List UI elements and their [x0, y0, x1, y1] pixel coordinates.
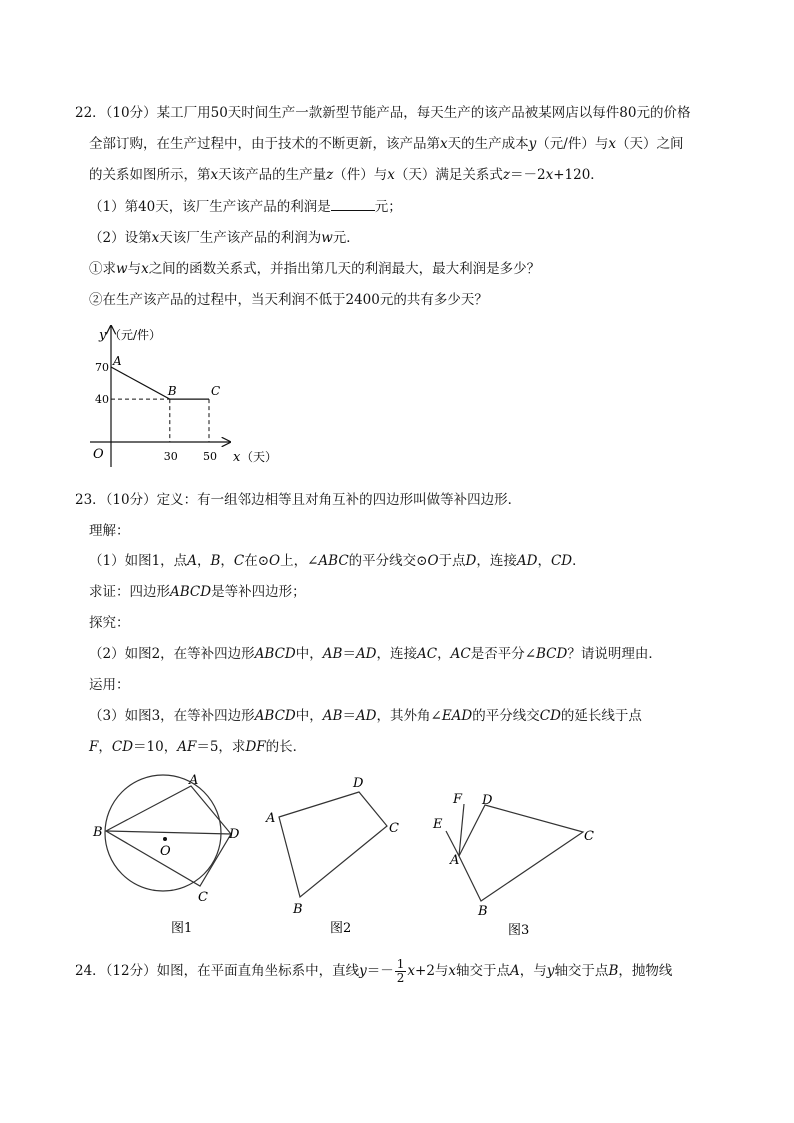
fig2-a: A — [266, 811, 276, 826]
label-o: O — [427, 553, 439, 569]
q23-text: 于点 — [438, 553, 466, 569]
label-ab: AB — [322, 646, 343, 662]
fig2-c: C — [389, 821, 399, 836]
q23-text: （1）如图1，点 — [89, 553, 188, 569]
q22-line-3 — [89, 166, 604, 184]
var-x: x — [545, 167, 554, 183]
q22-line-1 — [75, 104, 690, 122]
fig3-d: D — [482, 793, 493, 808]
origin-label: O — [93, 447, 104, 462]
var-x: x — [210, 167, 219, 183]
fig1-c: C — [198, 890, 208, 905]
chord-bd — [106, 831, 231, 834]
quad-abcd — [459, 805, 583, 901]
q23-line-6 — [89, 645, 662, 663]
label-b: B — [210, 553, 221, 569]
var-x: x — [448, 963, 457, 979]
var-x: x — [407, 963, 416, 979]
figure-2-quad — [262, 772, 412, 938]
q23-line-2 — [89, 522, 130, 540]
var-x: x — [608, 136, 616, 152]
q24-text: ，抛物线 — [618, 963, 673, 979]
q22-price: 80 — [619, 105, 637, 121]
q24-text: 轴交于点 — [456, 963, 511, 979]
q23-text: 理解： — [89, 523, 130, 539]
label-cd: CD — [539, 708, 561, 724]
point-c-label: C — [211, 384, 221, 399]
fig3-caption: 图3 — [508, 923, 530, 938]
q23-text: 探究： — [89, 615, 130, 631]
q23-text: ， — [98, 739, 112, 755]
q22-text: 天该厂生产该产品的利润为 — [159, 230, 322, 246]
q22-text: ①求 — [89, 261, 116, 277]
fig1-caption: 图1 — [171, 921, 193, 936]
label-d: D — [465, 553, 477, 569]
q23-text: ＝ — [342, 646, 356, 662]
q23-text: 的延长线于点 — [560, 708, 642, 724]
fraction-one-half — [395, 958, 407, 985]
var-z: z — [502, 167, 510, 183]
quad-abcd — [279, 792, 387, 897]
q22-text: ＝－2 — [510, 167, 546, 183]
y-tick-40: 40 — [95, 393, 109, 407]
fig1-o: O — [160, 844, 171, 859]
q22-text: （件）与 — [333, 167, 388, 183]
q22-part-2 — [89, 229, 360, 247]
q23-text: 的长． — [265, 739, 307, 755]
point-a-label: A — [113, 354, 122, 368]
q22-text: 天的生产成本 — [447, 136, 529, 152]
q22-sub-2 — [89, 291, 488, 309]
q22-value: 2400 — [345, 292, 380, 308]
var-x: x — [141, 261, 149, 277]
q23-text: 的平分线交 — [472, 708, 540, 724]
q23-text: 求证：四边形 — [89, 584, 170, 600]
q22-text: 元的价格 — [636, 105, 691, 121]
q23-line-3 — [89, 552, 586, 570]
q22-text: 天，该厂生产该产品的利润是 — [155, 199, 331, 215]
q24-line-1 — [75, 958, 672, 985]
cost-series-line — [111, 367, 209, 399]
q24-text: ，与 — [519, 963, 547, 979]
q23-text: 是否平分∠ — [470, 646, 537, 662]
q23-line-9 — [89, 738, 306, 756]
var-y: y — [546, 963, 555, 979]
q23-text: ． — [572, 553, 586, 569]
y-tick-70: 70 — [95, 361, 109, 374]
q22-text: 全部订购，在生产过程中，由于技术的不断更新，该产品第 — [89, 136, 440, 152]
q22-cost-graph — [85, 322, 285, 472]
q22-text: 元． — [332, 230, 360, 246]
q22-text: 与 — [127, 261, 142, 277]
q23-text: ＝5，求 — [196, 739, 246, 755]
fig3-b: B — [478, 904, 488, 919]
fig2-caption: 图2 — [330, 921, 352, 936]
y-axis-unit: （元/件） — [109, 328, 162, 342]
label-cd: CD — [550, 553, 573, 569]
label-ad: AD — [355, 708, 377, 724]
label-df: DF — [245, 739, 266, 755]
fig1-d: D — [229, 827, 240, 842]
point-b-label: B — [167, 384, 177, 399]
label-abcd: ABCD — [254, 708, 296, 724]
q22-text: 22．（10分）某工厂用 — [75, 105, 211, 121]
var-x: x — [440, 136, 448, 152]
q23-line-5 — [89, 614, 130, 632]
label-c: C — [233, 553, 245, 569]
q23-line-4 — [89, 583, 306, 601]
q23-line-7 — [89, 676, 130, 694]
fig1-b: B — [93, 825, 103, 840]
q24-text: ＝－ — [366, 963, 394, 979]
q22-text: 元的共有多少天？ — [379, 292, 488, 308]
q22-sub-1 — [89, 260, 540, 278]
q23-line-8 — [89, 707, 642, 725]
frac-numerator: 1 — [396, 957, 405, 971]
fig2-b: B — [293, 902, 303, 917]
label-abcd: ABCD — [170, 584, 212, 600]
q23-text: 上，∠ — [280, 553, 319, 569]
q22-text: （2）设第 — [89, 230, 152, 246]
q23-text: ， — [537, 553, 551, 569]
var-w: w — [116, 261, 128, 277]
x-tick-50: 50 — [203, 450, 217, 463]
fig3-e: E — [433, 817, 443, 832]
q22-text: 天时间生产一款新型节能产品，每天生产的该产品被某网店以每件 — [227, 105, 620, 121]
y-axis-var: y — [99, 328, 107, 343]
x-tick-30: 30 — [163, 450, 178, 463]
var-x: x — [151, 230, 160, 246]
var-y: y — [359, 963, 367, 979]
figure-1-circle — [88, 768, 258, 938]
label-ead: EAD — [441, 708, 473, 724]
label-a: A — [510, 963, 520, 979]
fig3-c: C — [584, 829, 594, 844]
var-x: x — [387, 167, 395, 183]
fig2-d: D — [353, 776, 364, 791]
frac-denominator: 2 — [396, 971, 405, 985]
q23-text: （2）如图2，在等补四边形 — [89, 646, 255, 662]
q23-text: 23．（10分）定义：有一组邻边相等且对角互补的四边形叫做等补四边形． — [75, 492, 522, 508]
q22-text: （元/件）与 — [536, 136, 609, 152]
q23-text: ，连接 — [476, 553, 517, 569]
q23-text: ，连接 — [376, 646, 418, 662]
q23-text: ？请说明理由． — [567, 646, 662, 662]
quad-abcd — [106, 786, 231, 886]
label-f: F — [89, 739, 99, 755]
q23-text: 是等补四边形； — [211, 584, 306, 600]
figure-3-quad — [428, 788, 598, 938]
q22-text: 之间的函数关系式，并指出第几天的利润最大，最大利润是多少？ — [148, 261, 541, 277]
q22-text: +120． — [553, 167, 604, 183]
q22-text: ②在生产该产品的过程中，当天利润不低于 — [89, 292, 346, 308]
label-af: AF — [177, 739, 197, 755]
q24-text: 轴交于点 — [554, 963, 609, 979]
q23-text: ， — [220, 553, 234, 569]
fig3-f: F — [453, 792, 463, 807]
q22-text: 的关系如图所示，第 — [89, 167, 211, 183]
label-o: O — [269, 553, 281, 569]
q23-text: ＝10， — [133, 739, 178, 755]
label-bcd: BCD — [536, 646, 568, 662]
q23-text: 中， — [295, 646, 323, 662]
q23-line-1 — [75, 491, 521, 509]
q23-text: ＝ — [342, 708, 356, 724]
q22-text: （天）之间 — [615, 136, 684, 152]
answer-blank[interactable] — [331, 198, 375, 211]
label-abc: ABC — [318, 553, 349, 569]
q22-text: （天）满足关系式 — [394, 167, 503, 183]
q23-text: （3）如图3，在等补四边形 — [89, 708, 255, 724]
var-y: y — [528, 136, 537, 152]
x-axis-var: x — [233, 450, 241, 465]
q23-text: ， — [196, 553, 211, 569]
label-ab: AB — [322, 708, 343, 724]
label-b: B — [608, 963, 619, 979]
q24-text: 24．（12分）如图，在平面直角坐标系中，直线 — [75, 963, 360, 979]
q23-text: ，其外角∠ — [376, 708, 442, 724]
q23-text: ， — [437, 646, 451, 662]
q22-line-2 — [89, 135, 683, 153]
label-ac: AC — [417, 646, 438, 662]
var-z: z — [326, 167, 334, 183]
q22-day: 40 — [138, 199, 156, 215]
q22-text: 天该产品的生产量 — [218, 167, 327, 183]
q23-text: 在⊙ — [244, 553, 270, 569]
q23-text: 运用： — [89, 677, 130, 693]
label-ad: AD — [355, 646, 377, 662]
q22-part-1 — [89, 198, 402, 216]
label-ad: AD — [516, 553, 538, 569]
q23-text: 的平分线交⊙ — [348, 553, 428, 569]
fig3-a: A — [450, 853, 460, 868]
x-axis-unit: （天） — [241, 450, 278, 464]
q22-text: 元； — [374, 199, 402, 215]
label-ac: AC — [450, 646, 471, 662]
label-abcd: ABCD — [254, 646, 296, 662]
fig1-a: A — [189, 773, 199, 788]
q22-days: 50 — [210, 105, 228, 121]
q23-text: 中， — [295, 708, 323, 724]
center-dot — [163, 837, 167, 841]
label-a: A — [187, 553, 197, 569]
q24-text: +2与 — [415, 963, 449, 979]
label-cd: CD — [111, 739, 134, 755]
var-w: w — [321, 230, 333, 246]
q22-text: （1）第 — [89, 199, 139, 215]
